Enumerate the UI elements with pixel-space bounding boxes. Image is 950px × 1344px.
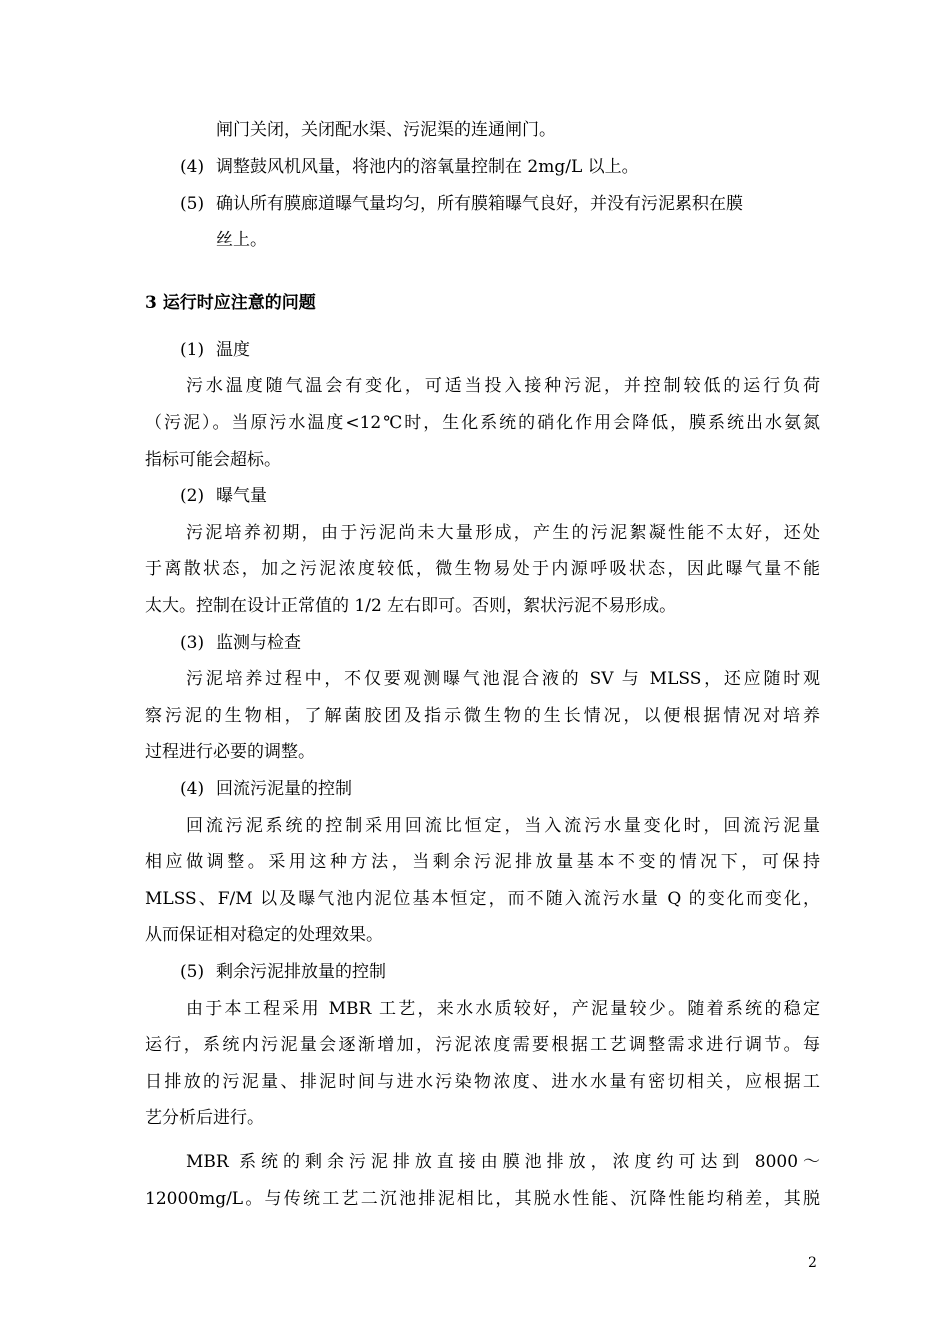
list-item-text: 调整鼓风机风量，将池内的溶氧量控制在 2mg/L 以上。 — [216, 157, 639, 177]
paragraph-line: 察污泥的生物相，了解菌胶团及指示微生物的生长情况，以便根据情况对培养 — [145, 706, 820, 726]
subheading-text: 监测与检查 — [216, 633, 301, 653]
paragraph-line: 太大。控制在设计正常值的 1/2 左右即可。否则，絮状污泥不易形成。 — [145, 596, 677, 616]
list-number: (5) — [180, 194, 205, 214]
list-number: (4) — [180, 157, 205, 177]
paragraph-line: 回流污泥系统的控制采用回流比恒定，当入流污水量变化时，回流污泥量 — [186, 816, 820, 836]
paragraph-line: 从而保证相对稳定的处理效果。 — [145, 925, 383, 945]
list-number: (1) — [180, 340, 205, 360]
paragraph-line: 污泥培养过程中，不仅要观测曝气池混合液的 SV 与 MLSS，还应随时观 — [186, 669, 820, 689]
paragraph-line: MBR 系统的剩余污泥排放直接由膜池排放，浓度约可达到 8000～ — [186, 1152, 820, 1172]
subheading-text: 曝气量 — [216, 486, 267, 506]
paragraph-line: 污泥培养初期，由于污泥尚未大量形成，产生的污泥絮凝性能不太好，还处 — [186, 523, 820, 543]
list-item-text: 确认所有膜廊道曝气量均匀，所有膜箱曝气良好，并没有污泥累积在膜 — [216, 194, 743, 214]
paragraph-line: 12000mg/L。与传统工艺二沉池排泥相比，其脱水性能、沉降性能均稍差，其脱 — [145, 1189, 820, 1209]
subheading-text: 回流污泥量的控制 — [216, 779, 352, 799]
paragraph-line: 相应做调整。采用这种方法，当剩余污泥排放量基本不变的情况下，可保持 — [145, 852, 820, 872]
subheading-text: 温度 — [216, 340, 250, 360]
list-number: (2) — [180, 486, 205, 506]
paragraph-line: 过程进行必要的调整。 — [145, 742, 315, 762]
subheading — [180, 338, 250, 362]
text-line: 丝上。 — [216, 230, 267, 250]
paragraph-line: MLSS、F/M 以及曝气池内泥位基本恒定，而不随入流污水量 Q 的变化而变化， — [145, 889, 820, 909]
list-number: (3) — [180, 633, 205, 653]
paragraph-line: 日排放的污泥量、排泥时间与进水污染物浓度、进水水量有密切相关，应根据工 — [145, 1072, 820, 1092]
paragraph-line: 运行，系统内污泥量会逐渐增加，污泥浓度需要根据工艺调整需求进行调节。每 — [145, 1035, 820, 1055]
list-item — [180, 155, 639, 179]
paragraph-line: 指标可能会超标。 — [145, 450, 281, 470]
page-number: 2 — [808, 1255, 817, 1271]
subheading — [180, 777, 352, 801]
subheading — [180, 484, 267, 508]
list-number: (4) — [180, 779, 205, 799]
list-item — [180, 192, 743, 216]
subheading — [180, 631, 301, 655]
paragraph-line: 污水温度随气温会有变化，可适当投入接种污泥，并控制较低的运行负荷 — [186, 376, 820, 396]
section-heading: 3 运行时应注意的问题 — [145, 293, 316, 313]
subheading — [180, 960, 386, 984]
paragraph-line: 于离散状态，加之污泥浓度较低，微生物易处于内源呼吸状态，因此曝气量不能 — [145, 559, 820, 579]
paragraph-line: （污泥）。当原污水温度<12℃时，生化系统的硝化作用会降低，膜系统出水氨氮 — [145, 413, 820, 433]
list-number: (5) — [180, 962, 205, 982]
paragraph-line: 由于本工程采用 MBR 工艺，来水水质较好，产泥量较少。随着系统的稳定 — [186, 999, 820, 1019]
paragraph-line: 艺分析后进行。 — [145, 1108, 264, 1128]
subheading-text: 剩余污泥排放量的控制 — [216, 962, 386, 982]
text-line: 闸门关闭，关闭配水渠、污泥渠的连通闸门。 — [216, 120, 556, 140]
